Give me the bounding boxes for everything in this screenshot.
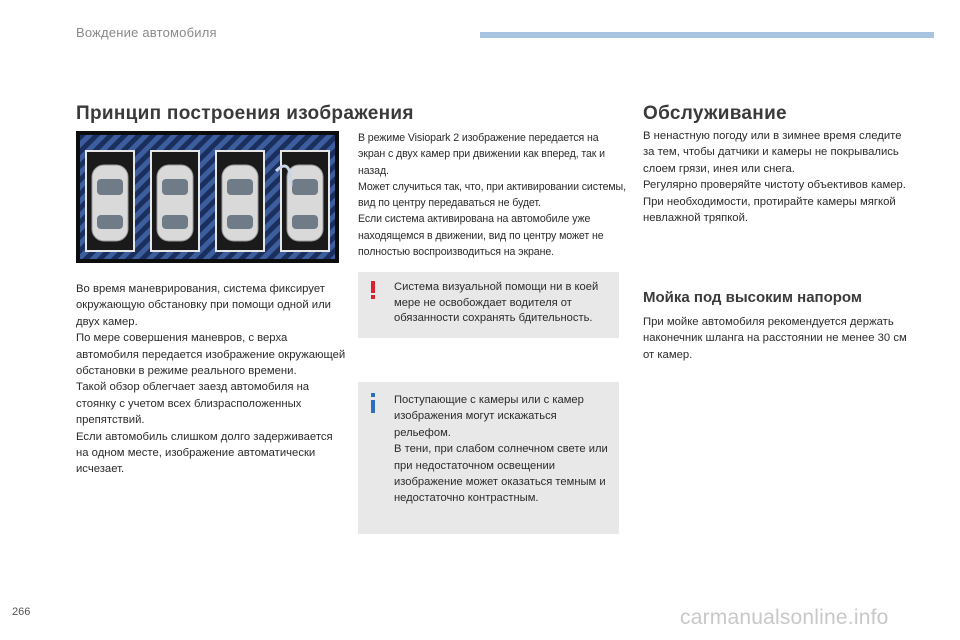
middle-body-text bbox=[358, 130, 628, 260]
warning-note-text bbox=[394, 280, 616, 327]
right-body-text bbox=[643, 128, 913, 226]
paragraph: При необходимости, протирайте камеры мягкой невлажной тряпкой. bbox=[643, 195, 896, 225]
header-accent-bar bbox=[480, 32, 934, 38]
paragraph: Если система активирована на автомобиле уже находящемся в движении, вид по центру может не полностью воспроизводиться на экране. bbox=[358, 213, 604, 259]
paragraph: Во время маневрирования, система фиксирует окружающую обстановку при помощи одной или двух камер. bbox=[76, 283, 331, 328]
exclamation-icon bbox=[368, 280, 378, 300]
right-body-text-2 bbox=[643, 314, 913, 363]
paragraph: Такой обзор облегчает заезд автомобиля на стоянку с учетом всех близрасположенных препятствий. bbox=[76, 381, 310, 427]
parking-camera-view-illustration bbox=[76, 131, 339, 263]
info-note-paragraph: В тени, при слабом солнечном свете или при недостаточном освещении изображение может оказаться темным и недостаточно контрастным. bbox=[394, 443, 608, 505]
heading-high-pressure-wash: Мойка под высоким напором bbox=[643, 289, 862, 306]
warning-note bbox=[358, 272, 619, 338]
info-icon bbox=[368, 392, 378, 414]
warning-note-paragraph: Система визуальной помощи ни в коей мере не освобождает водителя от обязанности сохранять бдительность. bbox=[394, 281, 599, 325]
info-note-text bbox=[394, 392, 616, 507]
section-header-title: Вождение автомобиля bbox=[76, 25, 217, 40]
paragraph: Если автомобиль слишком долго задерживается на одном месте, изображение автоматически исчезает. bbox=[76, 430, 333, 476]
heading-maintenance: Обслуживание bbox=[643, 103, 787, 124]
left-body-text bbox=[76, 281, 346, 478]
info-note-paragraph: Поступающие с камеры или с камер изображения могут искажаться рельефом. bbox=[394, 394, 584, 439]
heading-image-principle: Принцип построения изображения bbox=[76, 103, 414, 124]
page-number: 266 bbox=[12, 606, 31, 618]
paragraph: Может случиться так, что, при активировании системы, вид по центру передаваться не будет. bbox=[358, 180, 626, 210]
paragraph: При мойке автомобиля рекомендуется держать наконечник шланга на расстоянии не менее 30 см от камер. bbox=[643, 316, 907, 361]
paragraph: По мере совершения маневров, с верха автомобиля передается изображение окружающей обстановки в режиме реального времени. bbox=[76, 332, 346, 378]
info-note bbox=[358, 382, 619, 534]
paragraph: В ненастную погоду или в зимнее время следите за тем, чтобы датчики и камеры не покрывались слоем грязи, инея или снега. bbox=[643, 130, 902, 175]
paragraph: В режиме Visiopark 2 изображение передается на экран с двух камер при движении как вперед, так и назад. bbox=[358, 132, 605, 177]
paragraph: Регулярно проверяйте чистоту объективов камер. bbox=[643, 179, 906, 192]
watermark: carmanualsonline.info bbox=[680, 606, 889, 629]
